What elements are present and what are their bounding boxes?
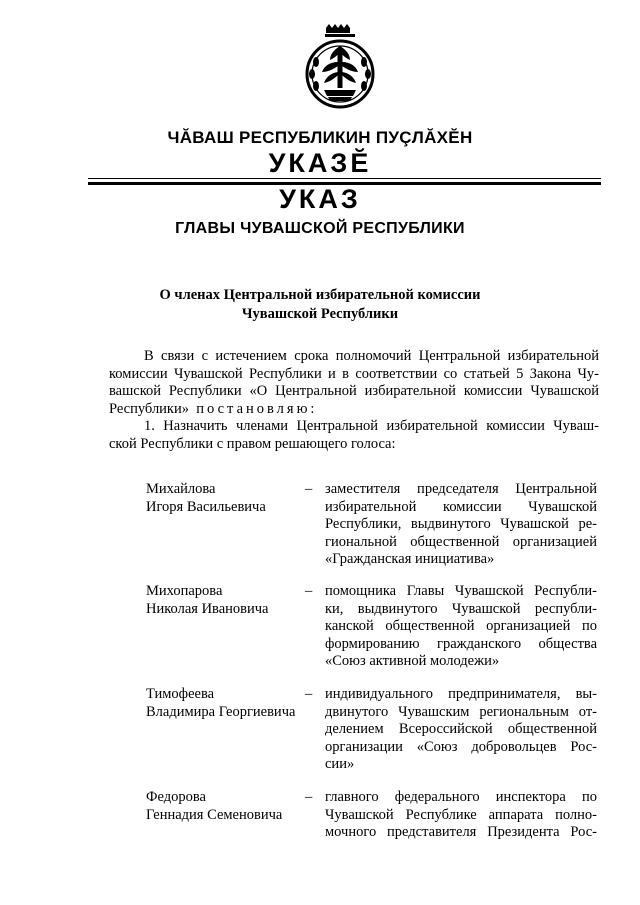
member-description-line: делением Всероссийской общественной (325, 721, 597, 737)
member-description-line: формированию гражданского общества (325, 635, 597, 652)
member-description-line: сии» (325, 756, 355, 772)
decree-body (109, 348, 599, 453)
decree-word: постановляю: (196, 400, 318, 417)
member-description-line: Чувашской Республике аппарата полно- (325, 806, 597, 823)
member-description-line: помощника Главы Чувашской Республи- (325, 583, 597, 599)
member-description-line: «Гражданская инициатива» (325, 551, 495, 567)
member-description-line: гиональной общественной организацией (325, 533, 597, 550)
member-name (146, 481, 306, 516)
preamble-last-prefix: Республики» (109, 400, 189, 417)
member-description-line: ки, выдвинутого Чувашской республи- (325, 600, 597, 617)
member-name (146, 789, 306, 824)
preamble-paragraph (109, 348, 599, 418)
member-dash: – (305, 789, 313, 805)
member-description (325, 686, 597, 774)
header-divider-thin (88, 178, 601, 179)
member-description-line: канской общественной организацией по (325, 618, 597, 634)
member-description-line: организации «Союз добровольцев Рос- (325, 738, 597, 755)
header-chuvash-line1: ЧĂВАШ РЕСПУБЛИКИН ПУÇЛĂХĔН (167, 128, 473, 147)
member-dash: – (305, 583, 313, 599)
member-description-line: Республики, выдвинутого Чувашской ре- (325, 516, 597, 532)
member-surname: Михопарова (146, 583, 223, 599)
member-description (325, 481, 597, 569)
member-description-line: мочного представителя Президента Рос- (325, 824, 597, 840)
member-name (146, 583, 306, 618)
member-given-name: Игоря Васильевича (146, 498, 266, 515)
item1-line: 1. Назначить членами Центральной избирательной комиссии Чуваш- (144, 418, 599, 434)
member-description-line: заместителя председателя Центральной (325, 481, 597, 497)
header-chuvash-line2: УКАЗĔ (268, 148, 372, 178)
member-given-name: Геннадия Семеновича (146, 806, 283, 823)
header-russian-line1: УКАЗ (279, 184, 361, 214)
member-description (325, 583, 597, 671)
member-name (146, 686, 306, 721)
member-dash: – (305, 481, 313, 497)
preamble-line: комиссии Чувашской Республики и в соответствии со статьей 5 Закона Чу- (109, 365, 599, 382)
member-description-line: двинутого Чувашским региональным от- (325, 703, 597, 720)
member-surname: Михайлова (146, 481, 216, 497)
preamble-line: вашской Республики «О Центральной избирательной комиссии Чувашской (109, 383, 599, 399)
decree-title-line1: О членах Центральной избирательной комиссии (159, 287, 481, 303)
member-dash: – (305, 686, 313, 702)
member-description-line: главного федерального инспектора по (325, 789, 597, 805)
member-description-line: избирательной комиссии Чувашской (325, 498, 597, 515)
member-given-name: Владимира Георгиевича (146, 703, 296, 720)
item1-line: ской Республики с правом решающего голоса: (109, 435, 396, 452)
member-description-line: «Союз активной молодежи» (325, 653, 500, 669)
member-surname: Тимофеева (146, 686, 215, 702)
decree-title-line2: Чувашской Республики (241, 306, 399, 322)
member-description (325, 789, 597, 842)
member-given-name: Николая Ивановича (146, 600, 269, 617)
item1-paragraph (109, 418, 599, 453)
coat-of-arms-emblem (298, 22, 382, 110)
preamble-line: В связи с истечением срока полномочий Центральной избирательной (144, 348, 599, 364)
member-surname: Федорова (146, 789, 206, 805)
header-russian-line2: ГЛАВЫ ЧУВАШСКОЙ РЕСПУБЛИКИ (175, 220, 465, 237)
member-description-line: индивидуального предпринимателя, вы- (325, 686, 597, 702)
decree-title (0, 286, 640, 324)
